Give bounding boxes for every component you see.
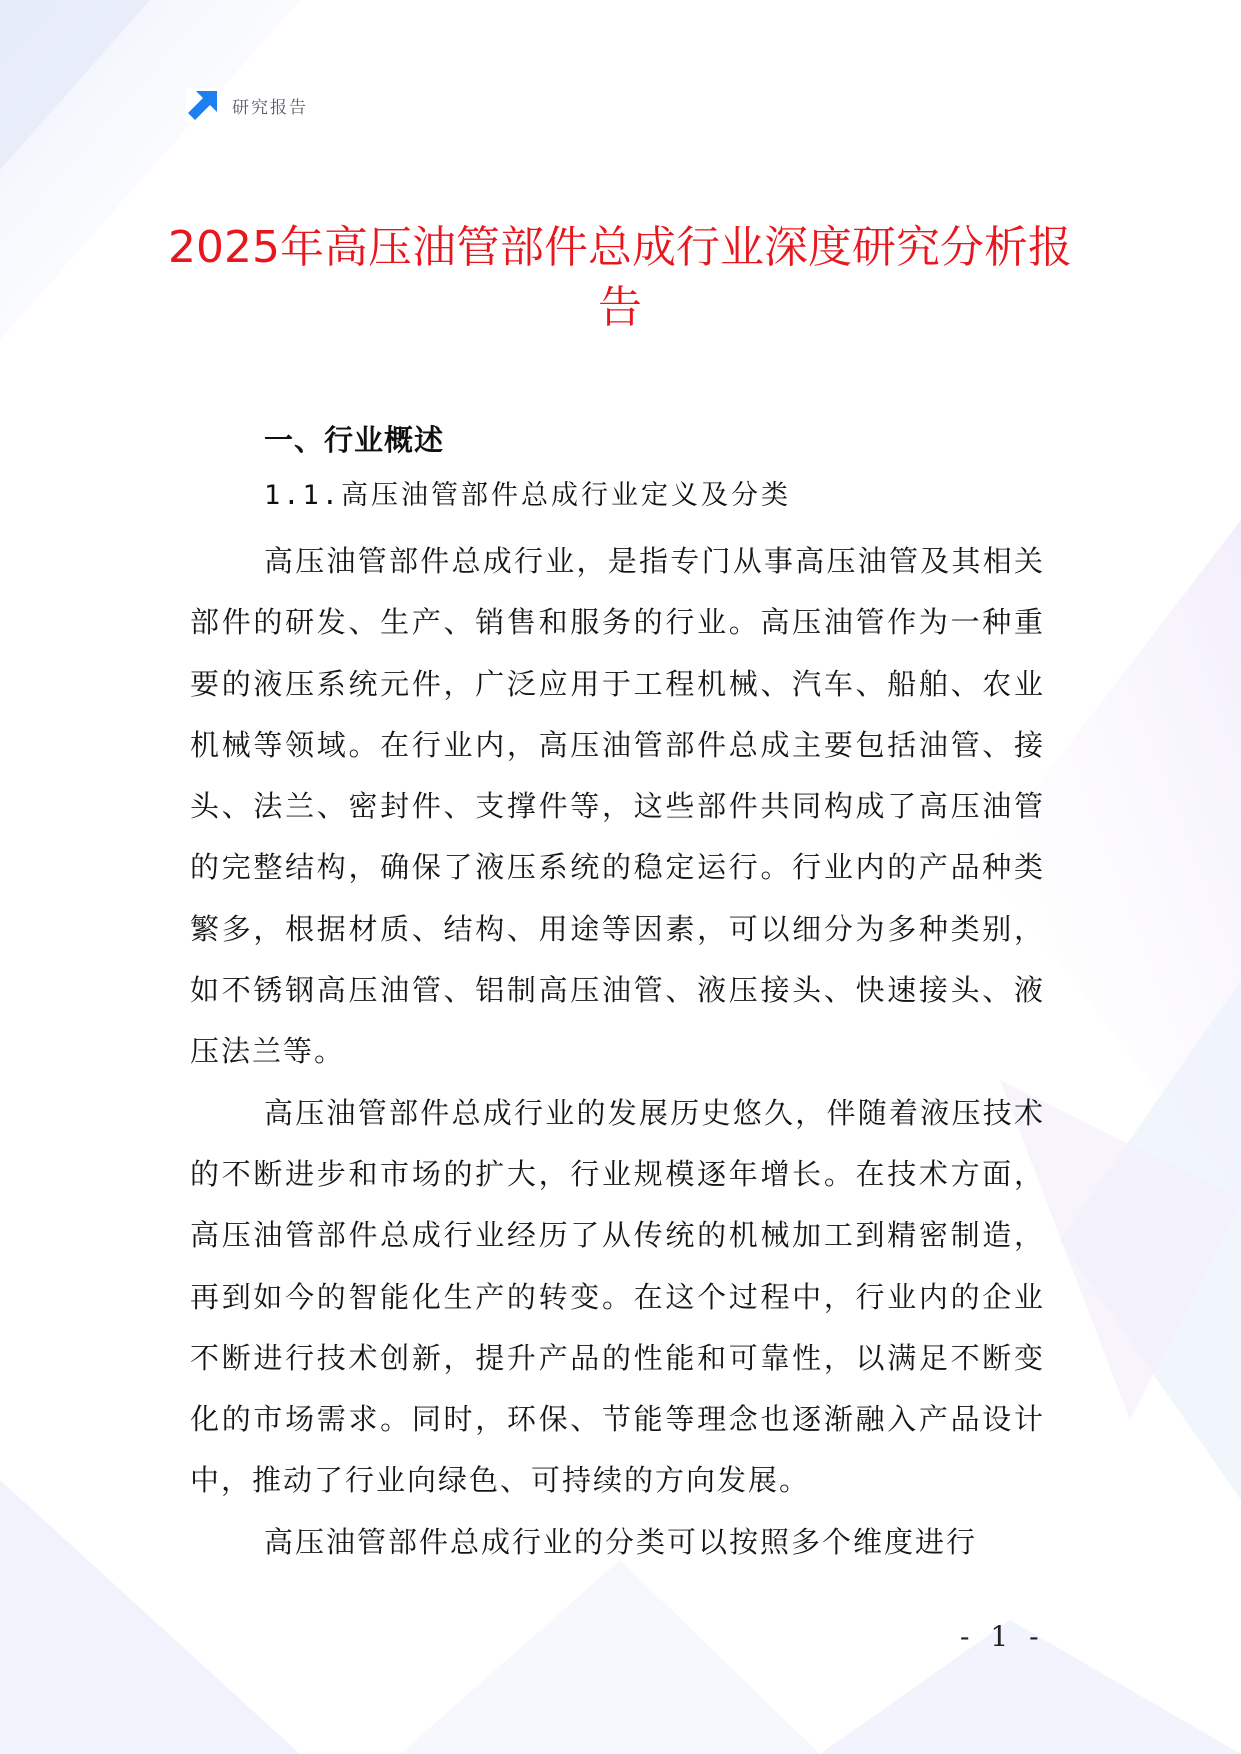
report-header — [186, 88, 308, 122]
subsection-heading: 1.1.高压油管部件总成行业定义及分类 — [264, 480, 792, 511]
body-paragraph: 高压油管部件总成行业的分类可以按照多个维度进行 — [264, 1524, 978, 1559]
body-paragraph: 高压油管部件总成行业，是指专门从事高压油管及其相关部件的研发、生产、销售和服务的行业。高压油管作为一种重要的液压系统元件，广泛应用于工程机械、汽车、船舶、农业机械等领域。在行业内，高压油管部件总成主要包括油管、接头、法兰、密封件、支撑件等，这些部件共同构成了高压油管的完整结构，确保了液压系统的稳定运行。行业内的产品种类繁多，根据材质、结构、用途等因素，可以细分为多种类别，如不锈钢高压油管、铝制高压油管、液压接头、快速接头、液压法兰等。 — [190, 544, 1045, 1069]
report-title: 2025年高压油管部件总成行业深度研究分析报告 — [168, 222, 1072, 333]
body-paragraph: 高压油管部件总成行业的发展历史悠久，伴随着液压技术的不断进步和市场的扩大，行业规模逐年增长。在技术方面，高压油管部件总成行业经历了从传统的机械加工到精密制造，再到如今的智能化生产的转变。在这个过程中，行业内的企业不断进行技术创新，提升产品的性能和可靠性，以满足不断变化的市场需求。同时，环保、节能等理念也逐渐融入产品设计中，推动了行业向绿色、可持续的方向发展。 — [190, 1095, 1045, 1498]
page-number: - 1 - — [960, 1620, 1045, 1653]
arrow-up-right-icon — [186, 88, 220, 122]
header-label: 研究报告 — [232, 97, 308, 118]
report-body — [190, 413, 1045, 1573]
section-heading: 一、行业概述 — [264, 423, 445, 457]
